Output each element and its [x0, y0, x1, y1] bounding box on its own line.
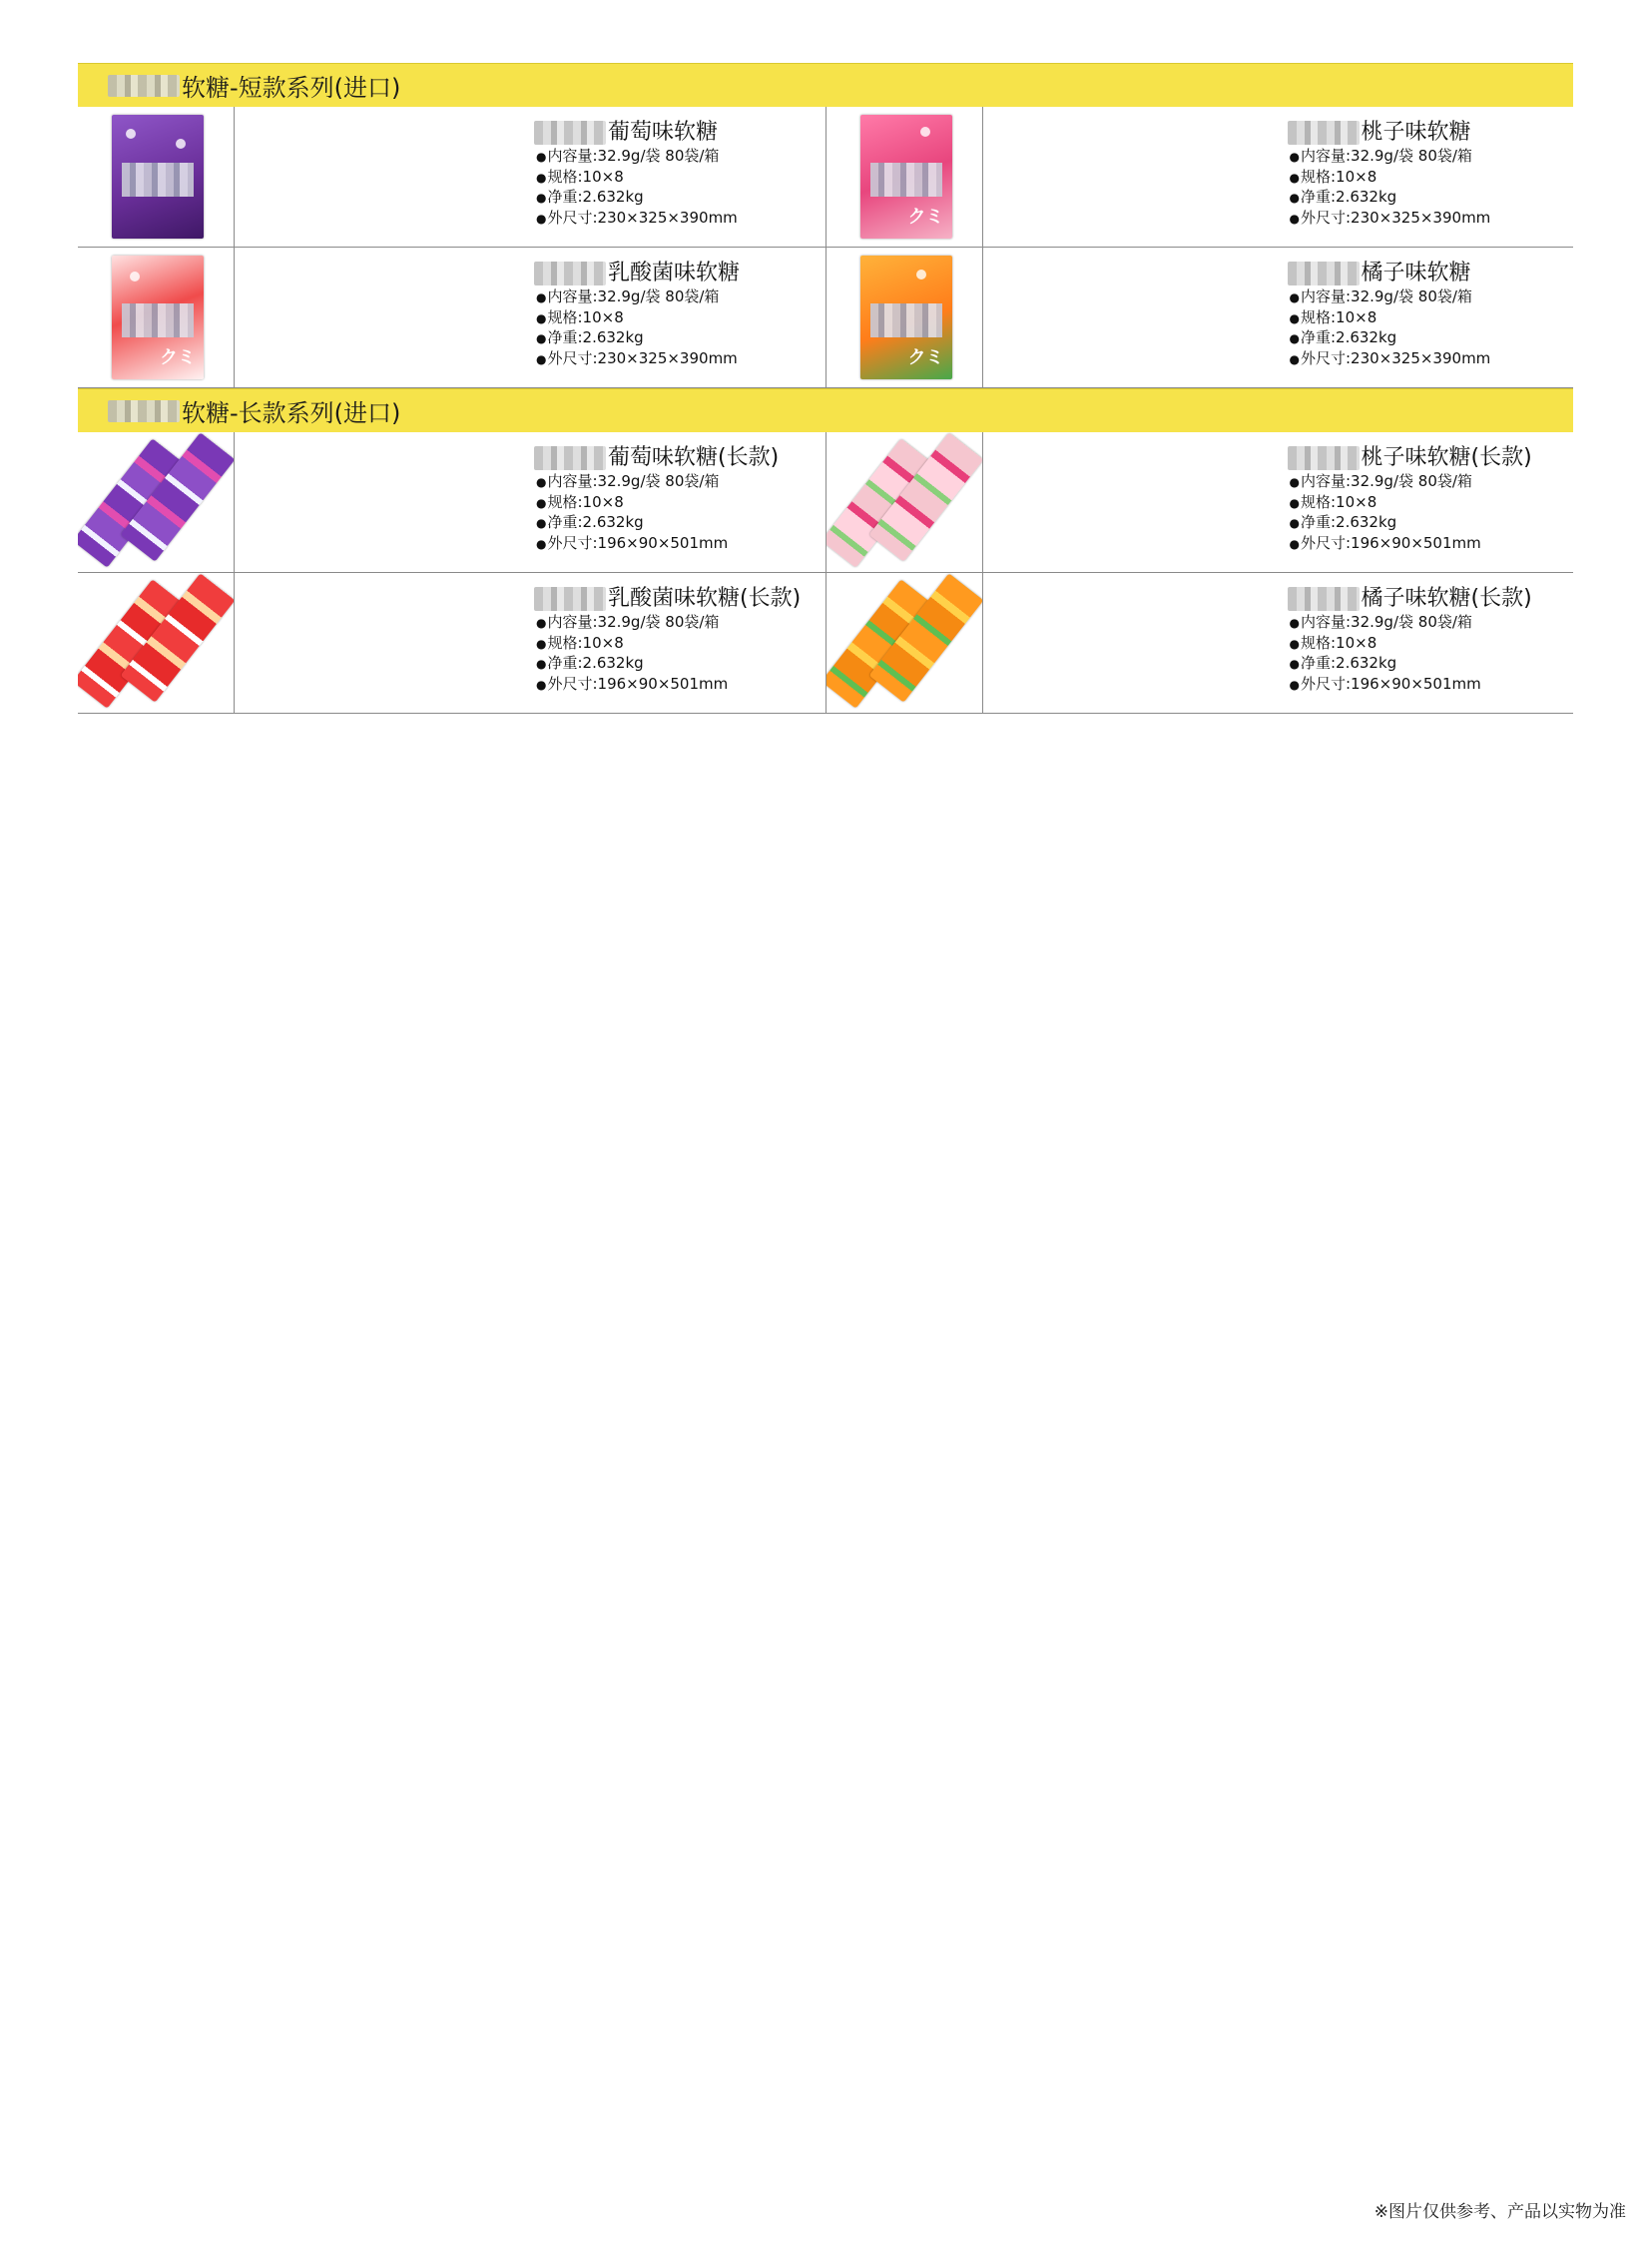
spec-content: ● 内容量:32.9g/袋 80袋/箱: [536, 287, 740, 308]
blurred-brand-logo: [534, 446, 606, 470]
spec-dimensions: ● 外尺寸:230×325×390mm: [536, 349, 740, 370]
product-catalog: [78, 63, 1573, 714]
grape-candy-bag-image: [112, 115, 204, 239]
blurred-brand-logo: [534, 262, 606, 285]
blurred-brand-logo: [108, 75, 180, 97]
blurred-brand-logo: [1288, 262, 1360, 285]
product-info: [983, 107, 1574, 247]
lactic-candy-bag-image: クミ: [112, 256, 204, 379]
product-info: [235, 432, 826, 572]
product-row: [78, 248, 1573, 388]
spec-dimensions: ● 外尺寸:230×325×390mm: [1290, 349, 1491, 370]
spec-content: ● 内容量:32.9g/袋 80袋/箱: [536, 472, 779, 493]
section-title: 软糖-短款系列(进口): [182, 74, 401, 102]
spec-weight: ● 净重:2.632kg: [1290, 513, 1532, 534]
spec-size: ● 规格:10×8: [536, 168, 738, 189]
product-image-cell: [78, 248, 235, 387]
spec-size: ● 规格:10×8: [536, 634, 801, 655]
product-row: [78, 432, 1573, 573]
product-name: 乳酸菌味软糖: [534, 260, 740, 287]
product-image-cell: [826, 432, 983, 572]
blurred-brand-logo: [108, 400, 180, 422]
product-name: 橘子味软糖: [1288, 260, 1491, 287]
spec-content: ● 内容量:32.9g/袋 80袋/箱: [1290, 613, 1532, 634]
product-image-cell: [826, 248, 983, 387]
blurred-brand-logo: [1288, 121, 1360, 145]
product-info: [235, 248, 826, 387]
product-name: 乳酸菌味软糖(长款): [534, 585, 801, 613]
product-image-cell: [78, 573, 235, 713]
product-image-cell: [826, 573, 983, 713]
spec-weight: ● 净重:2.632kg: [536, 513, 779, 534]
peach-candy-bag-image: クミ: [860, 115, 952, 239]
spec-size: ● 规格:10×8: [1290, 308, 1491, 329]
spec-dimensions: ● 外尺寸:196×90×501mm: [1290, 534, 1532, 555]
product-image-cell: [78, 107, 235, 247]
blurred-brand-logo: [534, 121, 606, 145]
spec-content: ● 内容量:32.9g/袋 80袋/箱: [1290, 287, 1491, 308]
product-name: 桃子味软糖: [1288, 119, 1491, 147]
section-header-long: [78, 388, 1573, 432]
blurred-brand-logo: [1288, 446, 1360, 470]
spec-size: ● 规格:10×8: [536, 493, 779, 514]
spec-size: ● 规格:10×8: [1290, 493, 1532, 514]
section-header-short: [78, 63, 1573, 107]
product-name: 葡萄味软糖(长款): [534, 444, 779, 472]
product-info: [983, 248, 1574, 387]
spec-dimensions: ● 外尺寸:196×90×501mm: [536, 534, 779, 555]
blurred-brand-logo: [534, 587, 606, 611]
disclaimer-footnote: ※图片仅供参考、产品以实物为准: [1374, 2202, 1626, 2222]
product-row: [78, 573, 1573, 714]
spec-size: ● 规格:10×8: [536, 308, 740, 329]
spec-weight: ● 净重:2.632kg: [1290, 188, 1491, 209]
spec-content: ● 内容量:32.9g/袋 80袋/箱: [536, 613, 801, 634]
spec-size: ● 规格:10×8: [1290, 634, 1532, 655]
spec-weight: ● 净重:2.632kg: [536, 328, 740, 349]
spec-size: ● 规格:10×8: [1290, 168, 1491, 189]
spec-dimensions: ● 外尺寸:230×325×390mm: [536, 209, 738, 230]
product-name: 葡萄味软糖: [534, 119, 738, 147]
spec-weight: ● 净重:2.632kg: [536, 188, 738, 209]
product-image-cell: [826, 107, 983, 247]
spec-weight: ● 净重:2.632kg: [1290, 328, 1491, 349]
product-info: [983, 573, 1574, 713]
spec-dimensions: ● 外尺寸:196×90×501mm: [1290, 675, 1532, 696]
product-info: [235, 573, 826, 713]
section-title: 软糖-长款系列(进口): [182, 399, 401, 427]
spec-dimensions: ● 外尺寸:196×90×501mm: [536, 675, 801, 696]
blurred-brand-logo: [1288, 587, 1360, 611]
spec-content: ● 内容量:32.9g/袋 80袋/箱: [1290, 472, 1532, 493]
product-image-cell: [78, 432, 235, 572]
product-name: 桃子味软糖(长款): [1288, 444, 1532, 472]
product-row: [78, 107, 1573, 248]
spec-content: ● 内容量:32.9g/袋 80袋/箱: [1290, 147, 1491, 168]
product-name: 橘子味软糖(长款): [1288, 585, 1532, 613]
orange-candy-bag-image: クミ: [860, 256, 952, 379]
spec-dimensions: ● 外尺寸:230×325×390mm: [1290, 209, 1491, 230]
spec-weight: ● 净重:2.632kg: [536, 654, 801, 675]
spec-weight: ● 净重:2.632kg: [1290, 654, 1532, 675]
product-info: [235, 107, 826, 247]
spec-content: ● 内容量:32.9g/袋 80袋/箱: [536, 147, 738, 168]
product-info: [983, 432, 1574, 572]
